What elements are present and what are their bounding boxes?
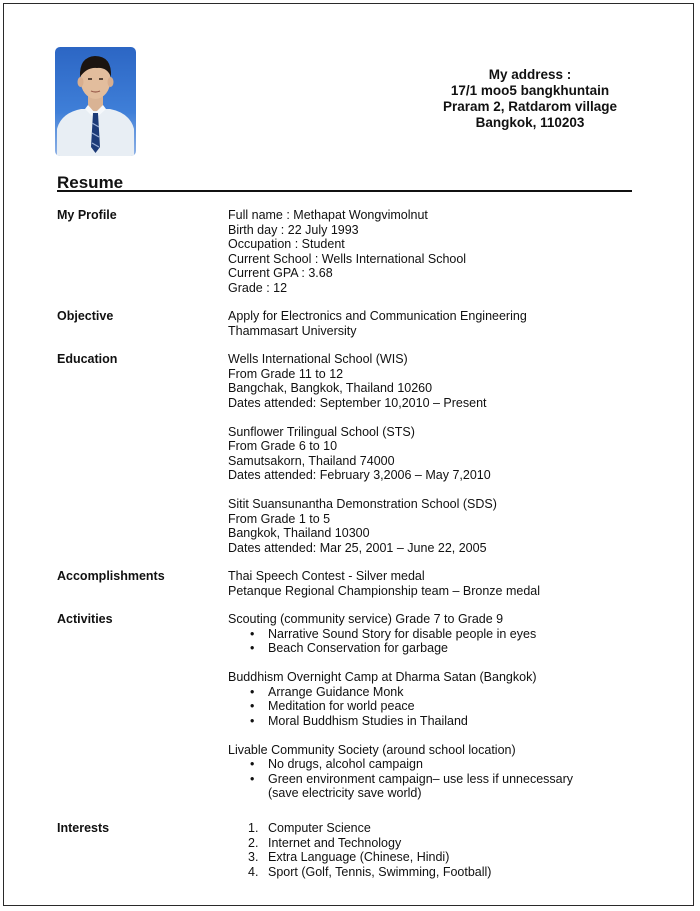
list-item-continuation — [228, 786, 668, 801]
profile-line: Grade : 12 — [228, 280, 288, 295]
profile-line: Birth day : 22 July 1993 — [228, 222, 359, 237]
list-item-text: Beach Conservation for garbage — [268, 641, 448, 655]
activities-content — [228, 612, 668, 801]
school-location: Bangkok, Thailand 10300 — [228, 526, 370, 540]
bullet-icon: • — [250, 641, 255, 655]
list-item-text: Green environment campaign– use less if unnecessary — [268, 771, 574, 786]
list-number: 3. — [248, 850, 259, 864]
address-line: 17/1 moo5 bangkhuntain — [450, 83, 610, 98]
accomplishment-line: Thai Speech Contest - Silver medal — [228, 569, 425, 583]
address-heading: My address : — [488, 67, 572, 82]
title-underline — [57, 190, 632, 192]
activity-heading: Buddhism Overnight Camp at Dharma Satan (Bangkok) — [228, 670, 537, 684]
profile-photo — [55, 47, 136, 156]
bullet-icon: • — [250, 713, 255, 728]
school-grades: From Grade 6 to 10 — [228, 439, 338, 453]
list-item — [228, 641, 668, 656]
list-number: 2. — [248, 835, 259, 850]
bullet-icon: • — [250, 771, 255, 786]
list-item — [228, 714, 668, 729]
school-name: Wells International School (WIS) — [228, 352, 408, 366]
school-location: Bangchak, Bangkok, Thailand 10260 — [228, 381, 433, 395]
objective-content — [228, 309, 668, 338]
bullet-icon: • — [250, 699, 255, 713]
list-item — [228, 865, 668, 880]
resume-title: Resume — [57, 173, 124, 192]
list-item — [228, 627, 668, 642]
section-label: Education — [57, 352, 118, 366]
list-item-text: No drugs, alcohol campaign — [268, 757, 423, 771]
list-item-text: Narrative Sound Story for disable people in eyes — [268, 626, 537, 641]
list-item — [228, 772, 668, 787]
section-label: Accomplishments — [57, 569, 165, 583]
objective-line: Apply for Electronics and Communication Engineering — [228, 309, 527, 323]
objective-line: Thammasart University — [228, 323, 357, 338]
bullet-icon: • — [250, 684, 255, 699]
list-item-text: (save electricity save world) — [268, 786, 422, 800]
school-grades: From Grade 11 to 12 — [228, 366, 344, 381]
accomplishment-line: Petanque Regional Championship team – Bronze medal — [228, 583, 540, 598]
profile-content — [228, 208, 668, 295]
list-number: 1. — [248, 821, 259, 835]
school-name: Sunflower Trilingual School (STS) — [228, 424, 415, 439]
list-item — [228, 821, 668, 836]
list-item — [228, 685, 668, 700]
list-item — [228, 836, 668, 851]
list-number: 4. — [248, 864, 259, 879]
list-item-text: Moral Buddhism Studies in Thailand — [268, 713, 468, 728]
section-label: Interests — [57, 821, 110, 835]
activity-heading: Livable Community Society (around school location) — [228, 742, 516, 757]
school-dates: Dates attended: Mar 25, 2001 – June 22, 2005 — [228, 540, 487, 555]
school-dates: Dates attended: September 10,2010 – Present — [228, 395, 487, 410]
list-item-text: Sport (Golf, Tennis, Swimming, Football) — [268, 864, 492, 879]
school-location: Samutsakorn, Thailand 74000 — [228, 453, 395, 468]
interests-content — [228, 821, 668, 879]
school-grades: From Grade 1 to 5 — [228, 511, 331, 526]
section-label: My Profile — [57, 208, 117, 222]
address-line: Bangkok, 110203 — [475, 115, 585, 130]
profile-line: Occupation : Student — [228, 237, 345, 251]
section-label: Objective — [57, 309, 114, 323]
address-block — [400, 67, 660, 131]
profile-line: Current School : Wells International School — [228, 251, 467, 266]
bullet-icon: • — [250, 626, 255, 641]
list-item — [228, 850, 668, 865]
education-content — [228, 352, 668, 555]
activity-heading: Scouting (community service) Grade 7 to Grade 9 — [228, 612, 504, 626]
list-item-text: Computer Science — [268, 821, 371, 835]
accomplishments-content — [228, 569, 668, 598]
section-label: Activities — [57, 612, 113, 626]
school-dates: Dates attended: February 3,2006 – May 7,2010 — [228, 468, 491, 482]
list-item — [228, 699, 668, 714]
bullet-icon: • — [250, 757, 255, 771]
list-item-text: Meditation for world peace — [268, 699, 415, 713]
list-item-text: Internet and Technology — [268, 835, 402, 850]
address-line: Praram 2, Ratdarom village — [442, 99, 618, 114]
school-name: Sitit Suansunantha Demonstration School (SDS) — [228, 497, 497, 511]
profile-line: Full name : Methapat Wongvimolnut — [228, 208, 428, 222]
list-item-text: Extra Language (Chinese, Hindi) — [268, 850, 450, 864]
profile-line: Current GPA : 3.68 — [228, 266, 333, 280]
list-item-text: Arrange Guidance Monk — [268, 684, 404, 699]
list-item — [228, 757, 668, 772]
